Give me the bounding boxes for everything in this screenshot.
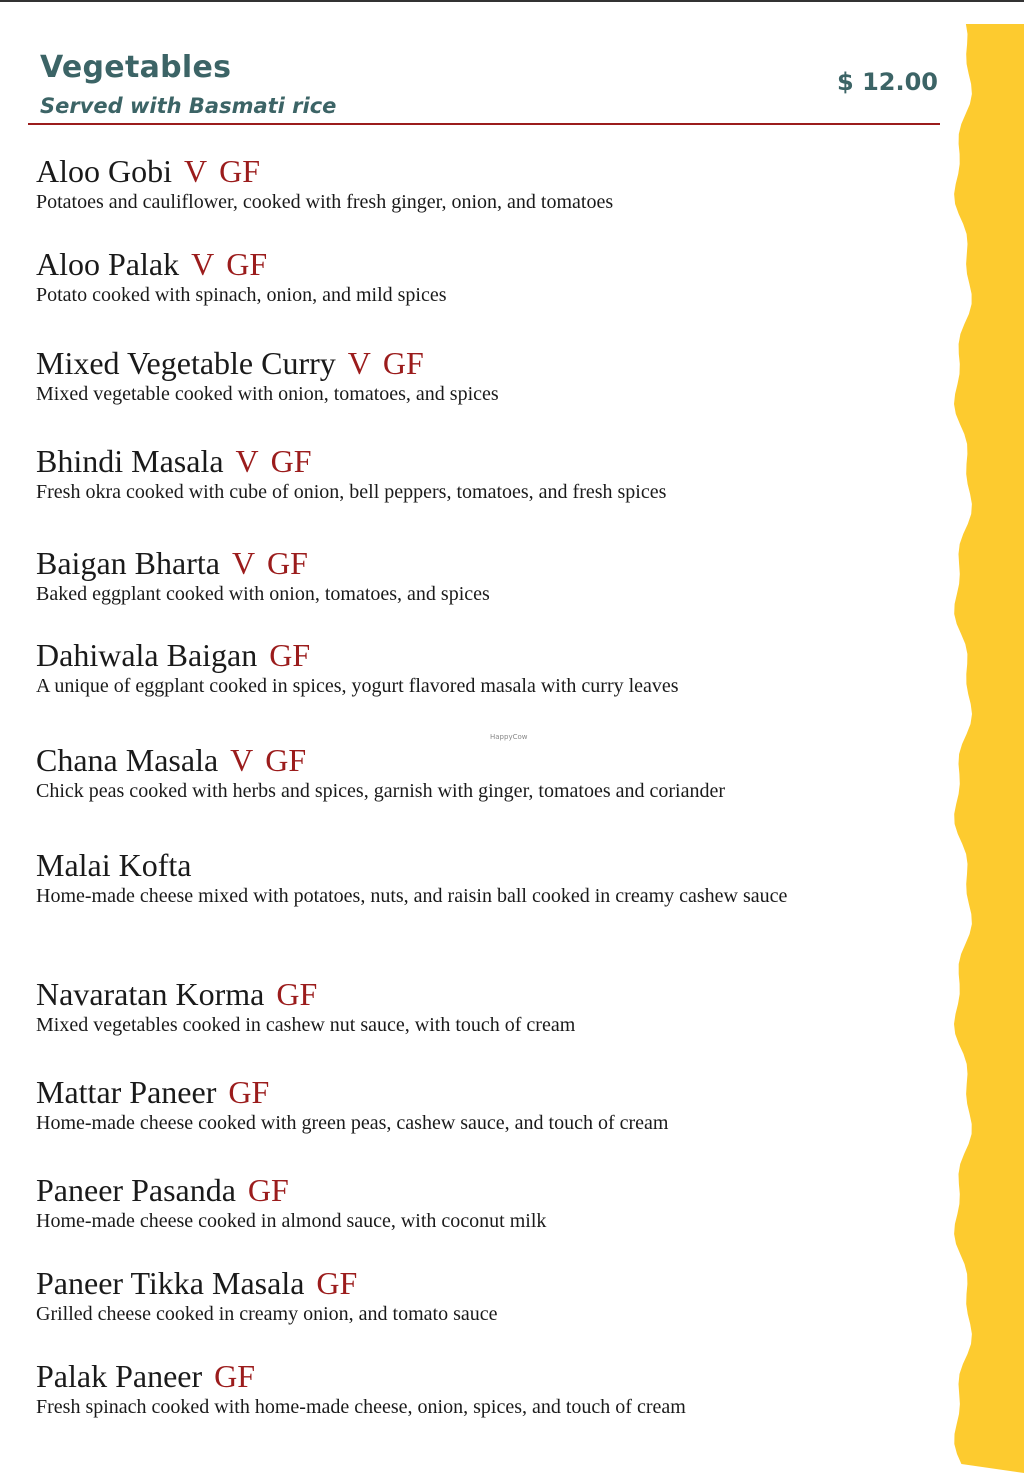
gluten-free-tag: GF <box>270 443 312 479</box>
menu-item <box>36 848 916 910</box>
dish-name-row <box>36 743 916 778</box>
dish-name: Mixed Vegetable Curry <box>36 345 336 381</box>
gluten-free-tag: GF <box>276 976 318 1012</box>
gluten-free-tag: GF <box>226 246 268 282</box>
dish-name-row <box>36 346 916 381</box>
gluten-free-tag: GF <box>267 545 308 581</box>
dish-name-row <box>36 1173 916 1208</box>
dish-description: Mixed vegetable cooked with onion, tomatoes, and spices <box>36 383 499 406</box>
dish-description: Potato cooked with spinach, onion, and mild spices <box>36 284 447 307</box>
dish-name-row <box>36 154 916 189</box>
vegan-tag: V <box>347 345 371 381</box>
menu-item <box>36 638 916 700</box>
dish-description: Potatoes and cauliflower, cooked with fresh ginger, onion, and tomatoes <box>36 191 614 214</box>
menu-item <box>36 1359 916 1421</box>
dish-description: Home-made cheese cooked with green peas, cashew sauce, and touch of cream <box>36 1112 669 1135</box>
menu-item <box>36 977 916 1039</box>
vegan-tag: V <box>191 246 215 282</box>
dish-name-row <box>36 1075 916 1110</box>
section-header <box>28 50 940 125</box>
gluten-free-tag: GF <box>269 637 311 673</box>
gluten-free-tag: GF <box>316 1265 358 1301</box>
dish-name: Mattar Paneer <box>36 1074 217 1110</box>
dish-name-row <box>36 848 916 883</box>
section-price: $ 12.00 <box>837 68 938 96</box>
gluten-free-tag: GF <box>228 1074 270 1110</box>
section-title: Vegetables <box>40 50 232 85</box>
gluten-free-tag: GF <box>219 153 261 189</box>
top-border <box>0 0 1024 2</box>
gluten-free-tag: GF <box>265 742 307 778</box>
dish-name-row <box>36 1359 916 1394</box>
menu-item <box>36 1173 916 1235</box>
dish-name-row <box>36 444 916 479</box>
vegan-tag: V <box>235 443 259 479</box>
dish-name: Baigan Bharta <box>36 545 220 581</box>
gluten-free-tag: GF <box>214 1358 256 1394</box>
menu-item <box>36 247 916 309</box>
dish-description: A unique of eggplant cooked in spices, yogurt flavored masala with curry leaves <box>36 675 679 698</box>
vegan-tag: V <box>184 153 208 189</box>
gluten-free-tag: GF <box>247 1172 289 1208</box>
dish-description: Home-made cheese cooked in almond sauce, with coconut milk <box>36 1210 547 1233</box>
dish-name-row <box>36 638 916 673</box>
dish-name: Aloo Palak <box>36 246 180 282</box>
menu-item <box>36 743 916 805</box>
dish-name-row <box>36 977 916 1012</box>
dish-name: Paneer Pasanda <box>36 1172 236 1208</box>
dish-description: Fresh spinach cooked with home-made cheese, onion, spices, and touch of cream <box>36 1396 686 1419</box>
vegan-tag: V <box>231 545 256 581</box>
dish-name: Palak Paneer <box>36 1358 203 1394</box>
dish-name: Bhindi Masala <box>36 443 224 479</box>
dish-name-row <box>36 546 916 581</box>
dish-description: Grilled cheese cooked in creamy onion, and tomato sauce <box>36 1303 498 1326</box>
decorative-wave-band <box>948 24 1024 1473</box>
dish-description: Mixed vegetables cooked in cashew nut sauce, with touch of cream <box>36 1014 576 1037</box>
dish-name: Malai Kofta <box>36 847 192 883</box>
section-subtitle: Served with Basmati rice <box>40 94 337 118</box>
menu-item <box>36 346 916 408</box>
dish-name: Aloo Gobi <box>36 153 172 189</box>
menu-item <box>36 1075 916 1137</box>
dish-name-row <box>36 1266 916 1301</box>
dish-description: Home-made cheese mixed with potatoes, nuts, and raisin ball cooked in creamy cashew sauce <box>36 885 788 908</box>
dish-description: Chick peas cooked with herbs and spices, garnish with ginger, tomatoes and coriander <box>36 780 726 803</box>
menu-item <box>36 546 916 608</box>
dish-name: Chana Masala <box>36 742 219 778</box>
gluten-free-tag: GF <box>382 345 424 381</box>
menu-item <box>36 444 916 506</box>
dish-name: Navaratan Korma <box>36 976 265 1012</box>
dish-description: Fresh okra cooked with cube of onion, bell peppers, tomatoes, and fresh spices <box>36 481 667 504</box>
dish-name-row <box>36 247 916 282</box>
dish-name: Dahiwala Baigan <box>36 637 258 673</box>
watermark-text: HappyCow <box>490 733 528 741</box>
dish-description: Baked eggplant cooked with onion, tomatoes, and spices <box>36 583 490 606</box>
menu-item <box>36 154 916 216</box>
dish-name: Paneer Tikka Masala <box>36 1265 305 1301</box>
vegan-tag: V <box>230 742 254 778</box>
menu-item <box>36 1266 916 1328</box>
